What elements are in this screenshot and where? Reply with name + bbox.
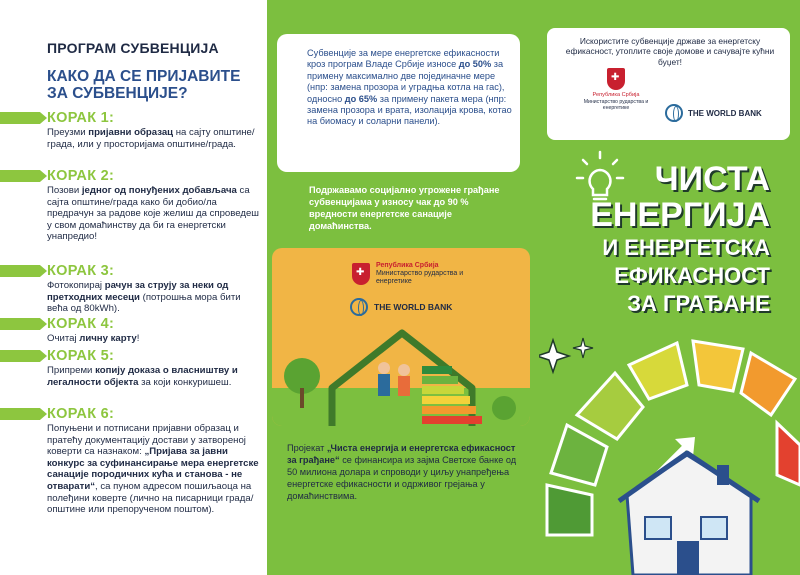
energy-gauge-icon (537, 335, 800, 575)
serbia-crest-icon (607, 68, 625, 90)
step-text: Преузми пријавни образац на сајту општине/града, или у просторијама општине/града. (47, 127, 255, 150)
title-line-4: ЕФИКАСНОСТ (614, 263, 770, 288)
step-arrow-icon (0, 350, 47, 362)
step-heading: КОРАК 1: (47, 110, 115, 126)
how-to-apply-title: КАКО ДА СЕ ПРИЈАВИТЕ ЗА СУБВЕНЦИЈЕ? (47, 68, 241, 102)
title-line-3: И ЕНЕРГЕТСКА (602, 235, 770, 260)
project-description: Пројекат „Чиста енергија и енергетска ефикасност за грађане“ се финансира из зајма Светске банке од 50 милиона долара и спроводи у циљу унапређења енергетске ефикасности и одрживог грејања у домаћинствима. (287, 443, 517, 501)
step-heading: КОРАК 3: (47, 263, 115, 279)
subsidy-info-box (277, 34, 520, 172)
world-bank-logo (665, 104, 762, 122)
step-text: Позови једног од понуђених добављача са сајта општине/града како би добио/ла предрачун за радове које желиш да спроведеш у свом домаћинству да би га енергетски унапредио! (47, 185, 259, 243)
illustration-panel (272, 248, 530, 426)
social-support-text: Подржавамо социјално угрожене грађане субвенцијама у износу чак до 90 % вредности енергетске санације домаћинства. (309, 185, 500, 231)
step-text: Припреми копију доказа о власништву и легалности објекта за који конкуришеш. (47, 365, 238, 388)
logo-ministry: Министарство рударства и енергетике (583, 98, 649, 111)
step-text: Попуњени и потписани пријавни образац и пратећу документацију достави у затвореној коверти са назнаком: „Пријава за јавни конкурс за суфинансирање мера енергетске санације породичних кућа и станова - не отварати“, са пуном адресом пошиљаоца на полеђини коверте (лично на писарници града/општине или препорученом поштом). (47, 423, 259, 516)
step-heading: КОРАК 2: (47, 168, 115, 184)
program-title: ПРОГРАМ СУБВЕНЦИЈА (47, 40, 219, 56)
left-panel (0, 0, 267, 575)
step-arrow-icon (0, 265, 47, 277)
step-arrow-icon (0, 408, 47, 420)
energy-house-illustration (272, 248, 530, 426)
title-line-2: ЕНЕРГИЈА (590, 196, 770, 234)
right-panel (537, 0, 800, 575)
step-heading: КОРАК 6: (47, 406, 115, 422)
logo-country: Република Србија (592, 92, 640, 98)
cover-intro-text: Искористите субвенције државе за енергетску ефикасност, утоплите своје домове и сачувајте кућни буџет! (565, 36, 775, 67)
step-text: Фотокопирај рачун за струју за неки од претходних месеци (потрошња мора бити већа од 80kWh). (47, 280, 241, 315)
step-heading: КОРАК 4: (47, 316, 115, 332)
title-line-5: ЗА ГРАЂАНЕ (627, 291, 770, 316)
serbia-logo (581, 68, 651, 111)
world-bank-globe-icon (665, 104, 683, 122)
step-arrow-icon (0, 170, 47, 182)
logo-ministry: Министарство рударства и енергетике (376, 270, 464, 285)
subsidy-info-text: Субвенције за мере енергетске ефикасности кроз програм Владе Србије износе до 50% за примену максимално две појединачне мере (нпр: замена прозора и уградња котла на гас), односно до 65% за примену пакета мера (нпр: замена прозора и врата, изолација крова, котао на биомасу и соларни панели). (307, 48, 512, 127)
step-arrow-icon (0, 318, 47, 330)
step-text: Очитај личну карту! (47, 333, 140, 344)
logo-country: Република Србија (376, 262, 439, 269)
cover-info-box (547, 28, 790, 140)
title-line-1: ЧИСТА (654, 160, 770, 198)
step-heading: КОРАК 5: (47, 348, 115, 364)
logo-world-bank-text: THE WORLD BANK (374, 302, 453, 312)
middle-panel (267, 0, 537, 575)
logo-world-bank-text: THE WORLD BANK (688, 108, 762, 118)
step-arrow-icon (0, 112, 47, 124)
